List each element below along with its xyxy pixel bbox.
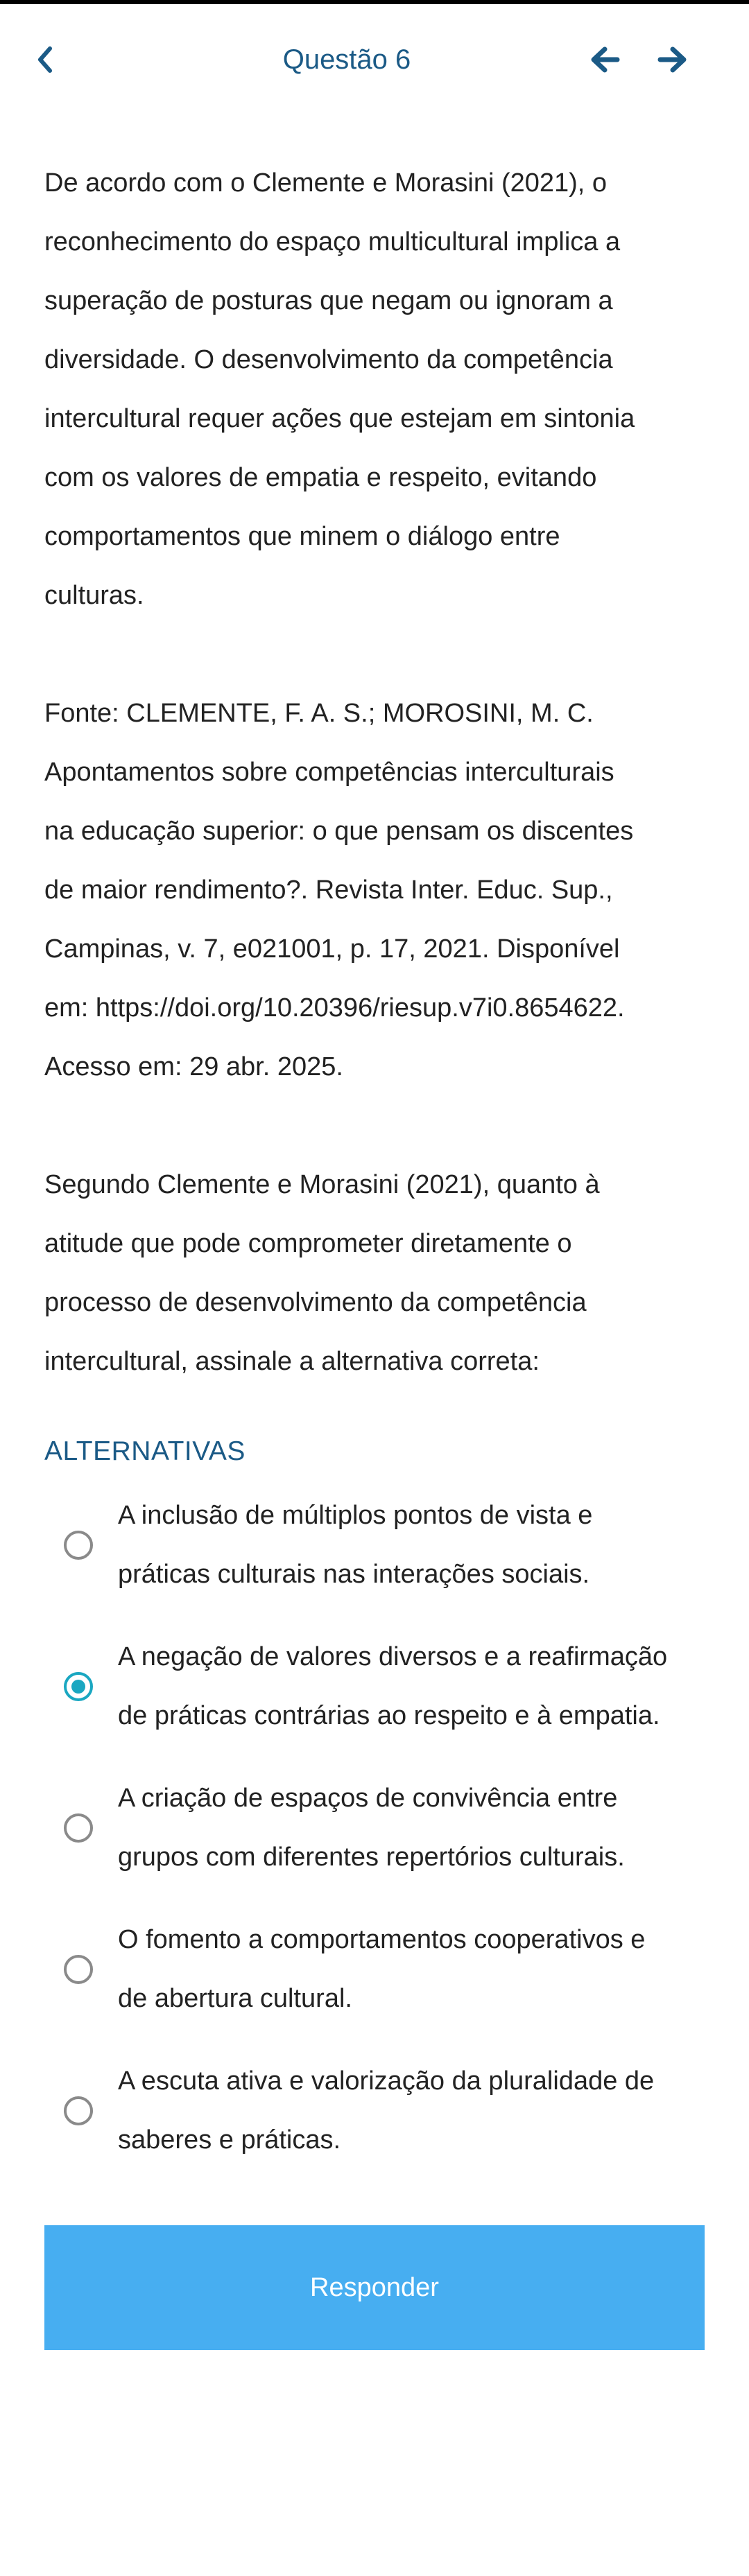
page-title: Questão 6: [282, 44, 411, 75]
chevron-left-icon: [36, 46, 54, 73]
radio-checked-icon[interactable]: [64, 1672, 93, 1701]
alternative-option-2[interactable]: [44, 1630, 710, 1772]
alternative-text: A criação de espaços de convivência entre grupos com diferentes repertórios culturais.: [118, 1784, 625, 1872]
alternative-option-1[interactable]: [44, 1489, 710, 1630]
alternative-text: A escuta ativa e valorização da pluralidade de saberes e práticas.: [118, 2066, 655, 2155]
alternatives-heading: ALTERNATIVAS: [44, 1436, 246, 1466]
question-header: [0, 4, 749, 115]
question-prompt: Segundo Clemente e Morasini (2021), quanto à atitude que pode comprometer diretamente o processo de desenvolvimento da competência intercultural, assinale a alternativa correta:: [44, 1170, 600, 1376]
radio-unchecked-icon[interactable]: [64, 1813, 93, 1843]
submit-button-label: Responder: [310, 2272, 439, 2302]
alternative-text: A inclusão de múltiplos pontos de vista e práticas culturais nas interações sociais.: [118, 1501, 593, 1589]
alternatives-list: [44, 1489, 710, 2196]
submit-answer-button[interactable]: [44, 2225, 705, 2350]
question-body: [44, 154, 710, 1391]
next-question-button[interactable]: [652, 32, 694, 87]
alternative-text: A negação de valores diversos e a reafirmação de práticas contrárias ao respeito e à empatia.: [118, 1642, 668, 1730]
previous-question-button[interactable]: [584, 32, 626, 87]
question-context-paragraph: De acordo com o Clemente e Morasini (2021), o reconhecimento do espaço multicultural implica a superação de posturas que negam ou ignoram a diversidade. O desenvolvimento da competência intercultural requer ações que estejam em sintonia com os valores de empatia e respeito, evitando comportamentos que minem o diálogo entre culturas.: [44, 168, 635, 610]
alternative-option-3[interactable]: [44, 1772, 710, 1913]
radio-unchecked-icon[interactable]: [64, 2096, 93, 2125]
arrow-left-icon: [589, 46, 620, 73]
alternative-option-5[interactable]: [44, 2055, 710, 2196]
radio-unchecked-icon[interactable]: [64, 1531, 93, 1560]
arrow-right-icon: [657, 46, 688, 73]
question-source-citation: Fonte: CLEMENTE, F. A. S.; MOROSINI, M. C. Apontamentos sobre competências interculturais na educação superior: o que pensam os discentes de maior rendimento?. Revista Inter. Educ. Sup., Campinas, v. 7, e021001, p. 17, 2021. Disponível em: https://doi.org/10.20396/riesup.v7i0.8654622. Acesso em: 29 abr. 2025.: [44, 699, 634, 1081]
back-button[interactable]: [28, 32, 62, 87]
alternative-option-4[interactable]: [44, 1913, 710, 2055]
radio-unchecked-icon[interactable]: [64, 1955, 93, 1984]
alternative-text: O fomento a comportamentos cooperativos e de abertura cultural.: [118, 1925, 646, 2013]
